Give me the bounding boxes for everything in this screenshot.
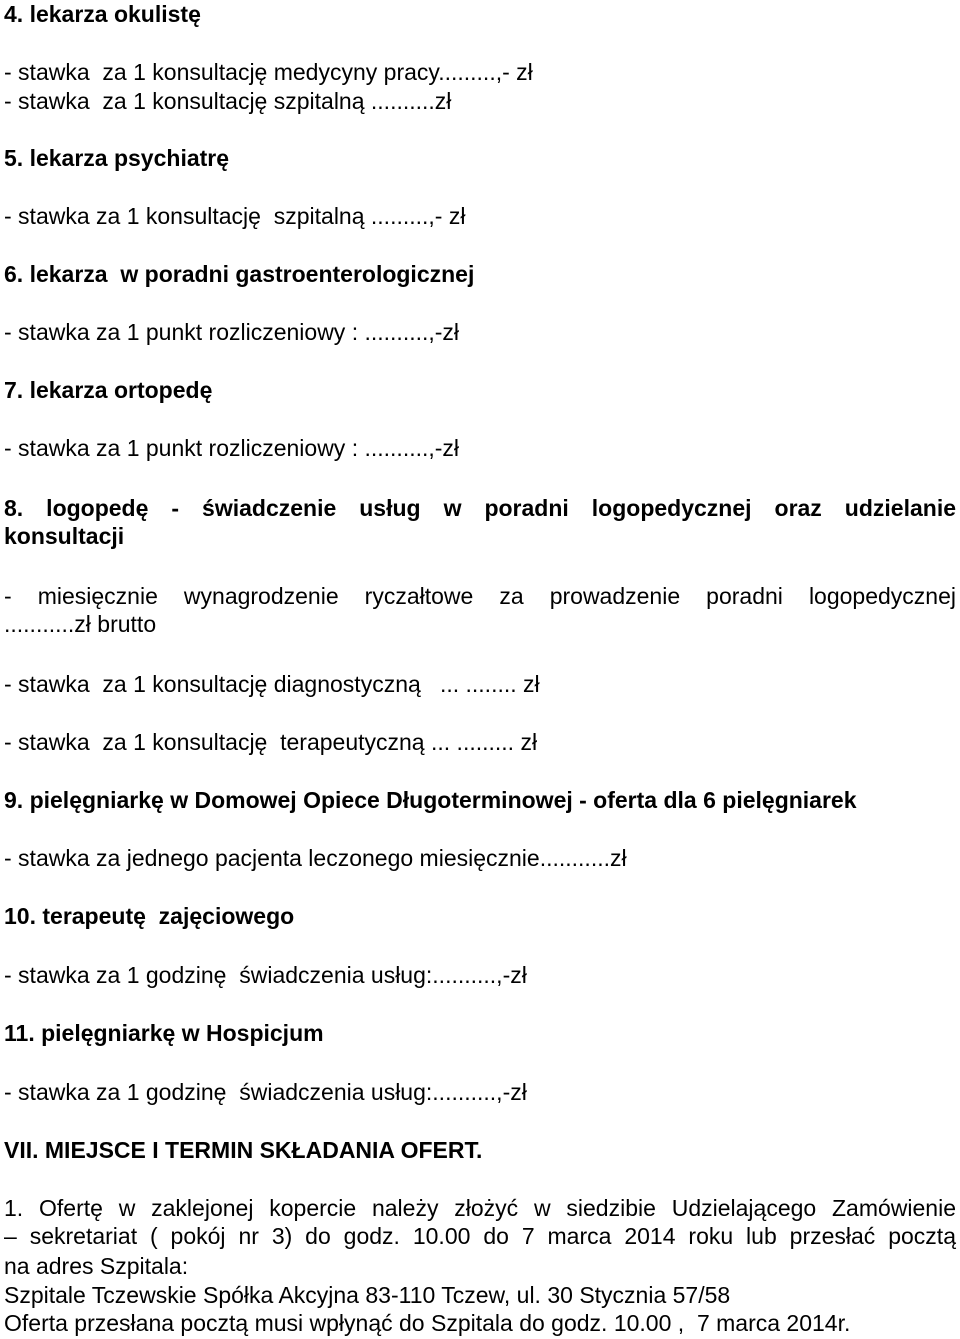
rate-line: - stawka za jednego pacjenta leczonego miesięcznie...........zł <box>4 845 627 871</box>
paragraph-line: na adres Szpitala: <box>4 1253 189 1279</box>
rate-line: - stawka za 1 godzinę świadczenia usług:..........,-zł <box>4 1079 527 1105</box>
section-heading-7: 7. lekarza ortopedę <box>4 377 213 403</box>
section-heading-11: 11. pielęgniarkę w Hospicjum <box>4 1020 324 1046</box>
rate-line: - stawka za 1 konsultację szpitalną ..........zł <box>4 88 452 114</box>
rate-line: - stawka za 1 punkt rozliczeniowy : ..........,-zł <box>4 435 460 461</box>
section-heading-4: 4. lekarza okulistę <box>4 1 201 27</box>
paragraph-line: Oferta przesłana pocztą musi wpłynąć do Szpitala do godz. 10.00 , 7 marca 2014r. <box>4 1310 851 1336</box>
address-line: Szpitale Tczewskie Spółka Akcyjna 83-110 Tczew, ul. 30 Stycznia 57/58 <box>4 1282 731 1308</box>
rate-line-continued: ...........zł brutto <box>4 611 157 637</box>
rate-line: - stawka za 1 konsultację diagnostyczną ... ........ zł <box>4 671 540 697</box>
section-heading-9: 9. pielęgniarkę w Domowej Opiece Długoterminowej - oferta dla 6 pielęgniarek <box>4 787 857 813</box>
rate-line: - stawka za 1 konsultację terapeutyczną ... ......... zł <box>4 729 538 755</box>
section-heading-6: 6. lekarza w poradni gastroenterologicznej <box>4 261 475 287</box>
paragraph-line: 1. Ofertę w zaklejonej kopercie należy złożyć w siedzibie Udzielającego Zamówienie <box>4 1195 956 1221</box>
paragraph-line: – sekretariat ( pokój nr 3) do godz. 10.00 do 7 marca 2014 roku lub przesłać pocztą <box>4 1223 956 1249</box>
section-heading-8-continued: konsultacji <box>4 523 125 549</box>
section-heading-10: 10. terapeutę zajęciowego <box>4 903 295 929</box>
chapter-heading: VII. MIEJSCE I TERMIN SKŁADANIA OFERT. <box>4 1137 483 1163</box>
rate-line: - miesięcznie wynagrodzenie ryczałtowe za prowadzenie poradni logopedycznej <box>4 583 956 609</box>
rate-line: - stawka za 1 godzinę świadczenia usług:..........,-zł <box>4 962 527 988</box>
rate-line: - stawka za 1 punkt rozliczeniowy : ..........,-zł <box>4 319 460 345</box>
rate-line: - stawka za 1 konsultację szpitalną .........,- zł <box>4 203 466 229</box>
rate-line: - stawka za 1 konsultację medycyny pracy.........,- zł <box>4 59 533 85</box>
section-heading-5: 5. lekarza psychiatrę <box>4 145 230 171</box>
section-heading-8: 8. logopedę - świadczenie usług w poradni logopedycznej oraz udzielanie <box>4 495 956 521</box>
